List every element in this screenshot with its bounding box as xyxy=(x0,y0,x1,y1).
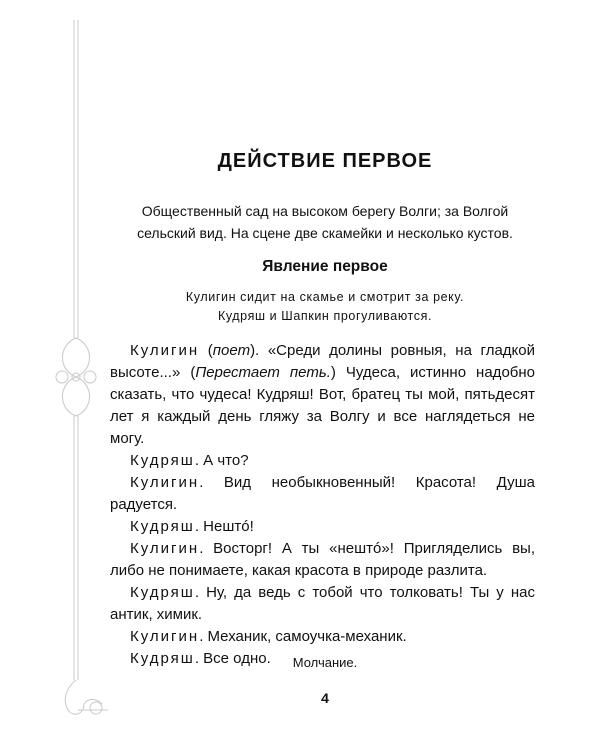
dialogue-text: ). «Среди долины ровныя, на гладкой высоте...» ( xyxy=(110,342,535,381)
dialogue-text: . Нештó! xyxy=(194,518,254,535)
scene-title: Явление первое xyxy=(262,258,388,275)
dialogue-line xyxy=(110,450,535,472)
setting-line: Общественный сад на высоком берегу Волги; за Волгой xyxy=(141,203,509,219)
dialogue-line xyxy=(110,472,535,516)
stage-direction-line: Кулигин сидит на скамье и смотрит за реку. xyxy=(185,290,465,304)
stage-note: Перестает петь. xyxy=(195,364,331,381)
dialogue-text: . Вид необыкновенный! Красота! Душа радуется. xyxy=(110,474,535,513)
speaker-name: Кулигин xyxy=(130,474,200,491)
dialogue-text: . Ну, да ведь с тобой что толковать! Ты у нас антик, химик. xyxy=(110,584,535,623)
page-number: 4 xyxy=(321,690,329,706)
stage-direction xyxy=(110,288,540,326)
speaker-name: Кудряш xyxy=(130,650,195,667)
speaker-name: Кудряш xyxy=(130,518,195,535)
dialogue-line xyxy=(110,582,535,626)
dialogue-line xyxy=(110,538,535,582)
dialogue-line xyxy=(110,516,535,538)
dialogue-line xyxy=(110,340,535,450)
dialogue-text: . А что? xyxy=(194,452,249,469)
speaker-name: Кулигин xyxy=(130,342,200,359)
dialogue-text: ( xyxy=(199,342,213,359)
speaker-name: Кудряш xyxy=(130,584,195,601)
speaker-name: Кулигин xyxy=(130,628,200,645)
stage-direction-line: Кудряш и Шапкин прогуливаются. xyxy=(217,309,433,323)
dialogue-text: . Восторг! А ты «нештó»! Пригляделись вы, либо не понимаете, какая красота в природе разлита. xyxy=(110,540,535,579)
setting-line: сельский вид. На сцене две скамейки и несколько кустов. xyxy=(137,225,513,241)
speaker-name: Кулигин xyxy=(130,540,200,557)
closing-stage-direction: Молчание. xyxy=(292,655,358,670)
dialogue xyxy=(110,340,535,670)
dialogue-text: . Механик, самоучка-механик. xyxy=(199,628,407,645)
setting-description xyxy=(110,200,540,244)
dialogue-text: ) Чудеса, истинно надобно сказать, что чудеса! Кудряш! Вот, братец ты мой, пятьдесят лет я каждый день гляжу за Волгу и все наглядеться не могу. xyxy=(110,364,535,447)
decorative-border-ornament xyxy=(48,20,108,730)
stage-note: поет xyxy=(212,342,251,359)
dialogue-text: . Все одно. xyxy=(194,650,271,667)
speaker-name: Кудряш xyxy=(130,452,195,469)
act-title: ДЕЙСТВИЕ ПЕРВОЕ xyxy=(217,150,433,172)
dialogue-line xyxy=(110,626,535,648)
